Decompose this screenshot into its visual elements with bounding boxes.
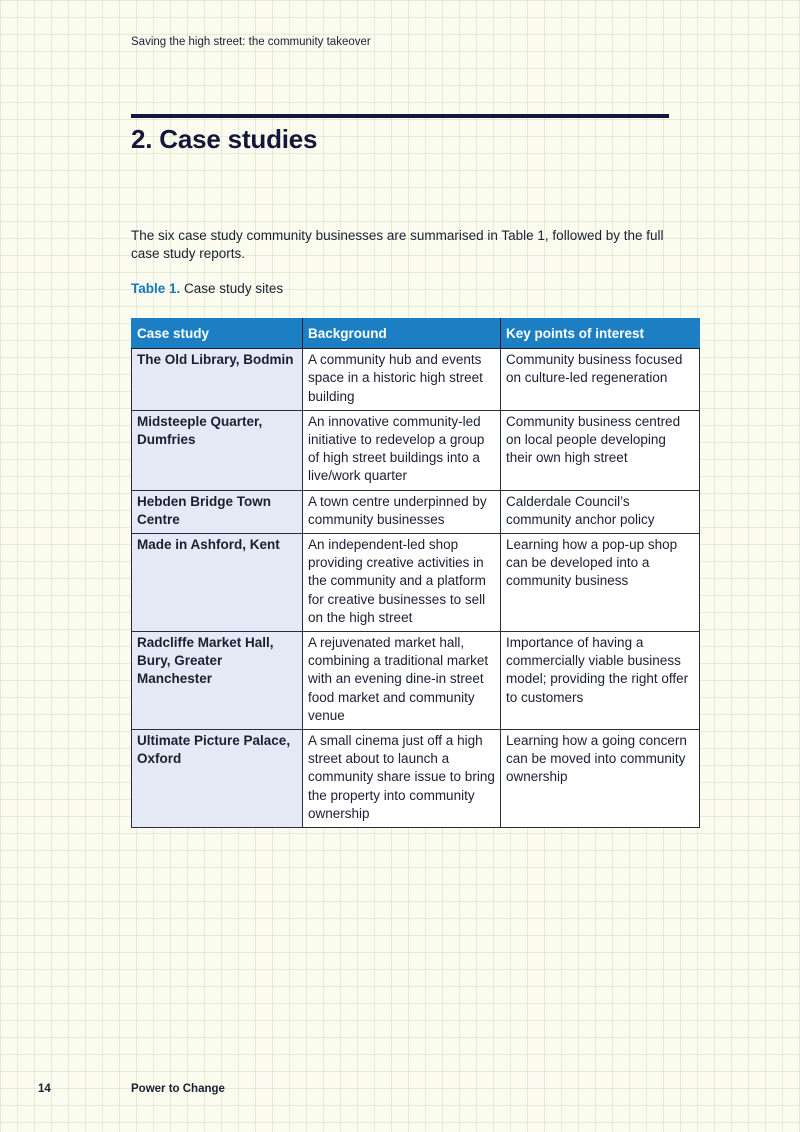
case-study-background: A small cinema just off a high street about to launch a community share issue to bring the property into community ownership <box>303 730 501 828</box>
case-study-key-points: Learning how a going concern can be moved into community ownership <box>501 730 700 828</box>
case-study-background: A rejuvenated market hall, combining a traditional market with an evening dine-in street food market and community venue <box>303 632 501 730</box>
footer-brand: Power to Change <box>131 1083 225 1095</box>
page-number: 14 <box>38 1083 51 1095</box>
table-row <box>132 632 700 730</box>
case-study-key-points: Community business focused on culture-led regeneration <box>501 349 700 411</box>
case-study-name: Radcliffe Market Hall, Bury, Greater Manchester <box>132 632 303 730</box>
table-header-row <box>132 319 700 349</box>
intro-paragraph: The six case study community businesses are summarised in Table 1, followed by the full case study reports. <box>131 228 664 261</box>
table-row <box>132 730 700 828</box>
column-header-key-points: Key points of interest <box>501 319 700 349</box>
table-row <box>132 534 700 632</box>
case-study-key-points: Calderdale Council’s community anchor policy <box>501 490 700 533</box>
case-study-background: An innovative community-led initiative to redevelop a group of high street buildings into a live/work quarter <box>303 410 501 490</box>
case-study-key-points: Community business centred on local people developing their own high street <box>501 410 700 490</box>
case-study-background: A town centre underpinned by community businesses <box>303 490 501 533</box>
case-study-name: Hebden Bridge Town Centre <box>132 490 303 533</box>
table-caption <box>131 281 283 296</box>
case-study-name: The Old Library, Bodmin <box>132 349 303 411</box>
table-row <box>132 410 700 490</box>
case-study-key-points: Importance of having a commercially viable business model; providing the right offer to customers <box>501 632 700 730</box>
section-rule <box>131 114 669 118</box>
column-header-background: Background <box>303 319 501 349</box>
table-row <box>132 349 700 411</box>
case-study-table <box>131 318 700 828</box>
section-title: 2. Case studies <box>131 124 318 154</box>
column-header-case-study: Case study <box>132 319 303 349</box>
table-row <box>132 490 700 533</box>
case-study-name: Ultimate Picture Palace, Oxford <box>132 730 303 828</box>
case-study-background: An independent-led shop providing creative activities in the community and a platform for creative businesses to sell on the high street <box>303 534 501 632</box>
table-caption-label: Table 1. <box>131 281 181 296</box>
case-study-background: A community hub and events space in a historic high street building <box>303 349 501 411</box>
running-header: Saving the high street: the community takeover <box>131 36 371 48</box>
case-study-key-points: Learning how a pop-up shop can be developed into a community business <box>501 534 700 632</box>
case-study-name: Made in Ashford, Kent <box>132 534 303 632</box>
table-caption-text: Case study sites <box>180 281 284 296</box>
case-study-name: Midsteeple Quarter, Dumfries <box>132 410 303 490</box>
